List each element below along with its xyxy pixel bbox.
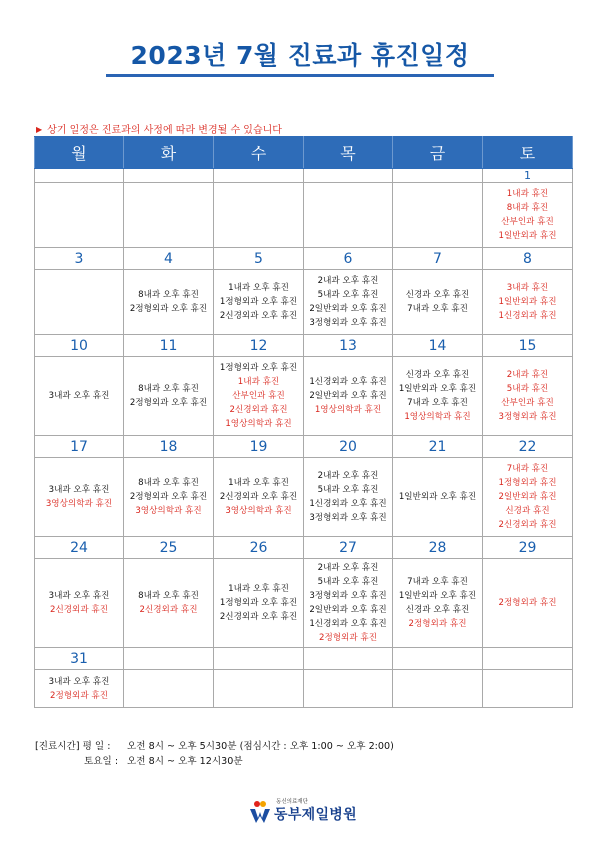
afternoon-closure-entry: 5내과 오후 휴진 bbox=[317, 577, 379, 587]
day-cell bbox=[35, 270, 124, 335]
full-day-closure-entry: 3정형외과 휴진 bbox=[498, 412, 557, 422]
afternoon-closure-entry: 8내과 오후 휴진 bbox=[138, 478, 199, 488]
week-date-row bbox=[35, 248, 573, 270]
day-cell bbox=[35, 670, 124, 708]
full-day-closure-entry: 1내과 휴진 bbox=[506, 189, 549, 199]
day-number bbox=[214, 648, 304, 670]
weekday-hours-label: [진료시간] 평 일 : bbox=[35, 741, 111, 752]
full-day-closure-entry: 1정형외과 휴진 bbox=[498, 478, 557, 488]
afternoon-closure-entry: 3정형외과 오후 휴진 bbox=[309, 318, 387, 328]
full-day-closure-entry: 3내과 휴진 bbox=[506, 283, 549, 293]
day-cell bbox=[214, 183, 304, 248]
afternoon-closure-entry: 2일반외과 오후 휴진 bbox=[309, 304, 387, 314]
weekday-wed: 수 bbox=[214, 137, 304, 169]
full-day-closure-entry: 7내과 휴진 bbox=[506, 464, 549, 474]
day-cell bbox=[304, 559, 393, 648]
day-number: 14 bbox=[393, 335, 483, 357]
week-schedule-row bbox=[35, 183, 573, 248]
afternoon-closure-entry: 2정형외과 오후 휴진 bbox=[129, 398, 208, 408]
weekday-hours-value: 오전 8시 ~ 오후 5시30분 (점심시간 : 오후 1:00 ~ 오후 2:00) bbox=[127, 741, 394, 752]
schedule-calendar bbox=[34, 136, 573, 708]
afternoon-closure-entry: 1정형외과 오후 휴진 bbox=[219, 297, 298, 307]
full-day-closure-entry: 2정형외과 휴진 bbox=[408, 619, 467, 629]
day-number: 28 bbox=[393, 537, 483, 559]
weekday-hours-row bbox=[35, 739, 394, 754]
afternoon-closure-entry: 8내과 오후 휴진 bbox=[138, 591, 199, 601]
week-schedule-row bbox=[35, 270, 573, 335]
day-cell bbox=[483, 183, 573, 248]
week-date-row bbox=[35, 436, 573, 458]
day-cell bbox=[35, 458, 124, 537]
day-cell bbox=[35, 183, 124, 248]
full-day-closure-entry: 2정형외과 휴진 bbox=[498, 598, 557, 608]
day-cell bbox=[393, 670, 483, 708]
day-cell bbox=[124, 559, 214, 648]
day-number: 8 bbox=[483, 248, 573, 270]
afternoon-closure-entry: 8내과 오후 휴진 bbox=[138, 290, 199, 300]
afternoon-closure-entry: 1일반외과 오후 휴진 bbox=[398, 384, 477, 394]
day-number: 17 bbox=[35, 436, 124, 458]
full-day-closure-entry: 1내과 휴진 bbox=[237, 377, 280, 387]
afternoon-closure-entry: 7내과 오후 휴진 bbox=[407, 304, 468, 314]
full-day-closure-entry: 2내과 휴진 bbox=[506, 370, 549, 380]
full-day-closure-entry: 2신경외과 휴진 bbox=[49, 605, 108, 615]
full-day-closure-entry: 3영상의학과 휴진 bbox=[225, 506, 292, 516]
afternoon-closure-entry: 2내과 오후 휴진 bbox=[317, 471, 379, 481]
afternoon-closure-entry: 1내과 오후 휴진 bbox=[228, 478, 289, 488]
day-number: 1 bbox=[483, 169, 573, 183]
day-cell bbox=[214, 270, 304, 335]
week-schedule-row bbox=[35, 458, 573, 537]
afternoon-closure-entry: 2신경외과 오후 휴진 bbox=[219, 612, 298, 622]
day-cell bbox=[483, 458, 573, 537]
day-cell bbox=[124, 670, 214, 708]
afternoon-closure-entry: 5내과 오후 휴진 bbox=[317, 290, 379, 300]
day-cell bbox=[393, 458, 483, 537]
day-number: 29 bbox=[483, 537, 573, 559]
full-day-closure-entry: 1일반외과 휴진 bbox=[498, 231, 557, 241]
afternoon-closure-entry: 3내과 오후 휴진 bbox=[48, 591, 110, 601]
weekday-tue: 화 bbox=[124, 137, 214, 169]
day-cell bbox=[393, 357, 483, 436]
afternoon-closure-entry: 1정형외과 오후 휴진 bbox=[219, 363, 298, 373]
afternoon-closure-entry: 2일반외과 오후 휴진 bbox=[309, 605, 387, 615]
day-number: 15 bbox=[483, 335, 573, 357]
page-title: 2023년 7월 진료과 휴진일정 bbox=[130, 41, 470, 70]
afternoon-closure-entry: 신경과 오후 휴진 bbox=[405, 605, 470, 615]
full-day-closure-entry: 1영상의학과 휴진 bbox=[225, 419, 292, 429]
day-cell bbox=[214, 458, 304, 537]
day-cell bbox=[124, 458, 214, 537]
afternoon-closure-entry: 1신경외과 오후 휴진 bbox=[309, 499, 387, 509]
day-number bbox=[214, 169, 304, 183]
afternoon-closure-entry: 3정형외과 오후 휴진 bbox=[309, 591, 387, 601]
day-number: 27 bbox=[304, 537, 393, 559]
afternoon-closure-entry: 3내과 오후 휴진 bbox=[48, 391, 110, 401]
title-underline bbox=[106, 74, 494, 77]
day-number: 13 bbox=[304, 335, 393, 357]
week-date-row bbox=[35, 335, 573, 357]
day-number bbox=[124, 169, 214, 183]
hospital-logo bbox=[248, 796, 358, 824]
weekday-sat: 토 bbox=[483, 137, 573, 169]
day-cell bbox=[214, 670, 304, 708]
day-cell bbox=[214, 357, 304, 436]
day-cell bbox=[483, 670, 573, 708]
full-day-closure-entry: 2정형외과 휴진 bbox=[49, 690, 108, 701]
full-day-closure-entry: 1신경외과 휴진 bbox=[498, 311, 557, 321]
afternoon-closure-entry: 1신경외과 오후 휴진 bbox=[309, 619, 387, 629]
afternoon-closure-entry: 2정형외과 오후 휴진 bbox=[129, 304, 208, 314]
saturday-hours-row bbox=[35, 754, 394, 769]
afternoon-closure-entry: 3내과 오후 휴진 bbox=[48, 676, 110, 687]
afternoon-closure-entry: 8내과 오후 휴진 bbox=[138, 384, 199, 394]
day-cell bbox=[393, 270, 483, 335]
afternoon-closure-entry: 2정형외과 오후 휴진 bbox=[129, 492, 208, 502]
weekday-mon: 월 bbox=[35, 137, 124, 169]
full-day-closure-entry: 1영상의학과 휴진 bbox=[404, 412, 471, 422]
afternoon-closure-entry: 1일반외과 오후 휴진 bbox=[398, 492, 477, 502]
afternoon-closure-entry: 신경과 오후 휴진 bbox=[405, 370, 470, 380]
weekday-header-row bbox=[35, 137, 573, 169]
day-number bbox=[304, 648, 393, 670]
day-number: 11 bbox=[124, 335, 214, 357]
day-cell bbox=[304, 183, 393, 248]
afternoon-closure-entry: 7내과 오후 휴진 bbox=[407, 398, 468, 408]
afternoon-closure-entry: 2신경외과 오후 휴진 bbox=[219, 311, 298, 321]
afternoon-closure-entry: 2일반외과 오후 휴진 bbox=[309, 391, 387, 401]
day-number: 18 bbox=[124, 436, 214, 458]
afternoon-closure-entry: 1내과 오후 휴진 bbox=[228, 584, 289, 594]
day-number: 25 bbox=[124, 537, 214, 559]
week-schedule-row bbox=[35, 357, 573, 436]
full-day-closure-entry: 8내과 휴진 bbox=[506, 203, 549, 213]
hospital-logo-icon bbox=[248, 800, 272, 824]
full-day-closure-entry: 2신경외과 휴진 bbox=[498, 520, 557, 530]
day-cell bbox=[483, 559, 573, 648]
day-number: 22 bbox=[483, 436, 573, 458]
day-number: 26 bbox=[214, 537, 304, 559]
day-cell bbox=[304, 270, 393, 335]
full-day-closure-entry: 2신경외과 휴진 bbox=[229, 405, 288, 415]
full-day-closure-entry: 2일반외과 휴진 bbox=[498, 492, 557, 502]
day-number: 10 bbox=[35, 335, 124, 357]
day-number bbox=[393, 648, 483, 670]
full-day-closure-entry: 산부인과 휴진 bbox=[232, 391, 285, 401]
afternoon-closure-entry: 3내과 오후 휴진 bbox=[48, 485, 110, 495]
day-number: 31 bbox=[35, 648, 124, 670]
saturday-hours-label: 토요일 : bbox=[84, 756, 119, 767]
logo-hospital-name: 동부제일병원 bbox=[274, 807, 357, 823]
afternoon-closure-entry: 2내과 오후 휴진 bbox=[317, 563, 379, 573]
afternoon-closure-entry: 2신경외과 오후 휴진 bbox=[219, 492, 298, 502]
day-cell bbox=[393, 559, 483, 648]
week-schedule-row bbox=[35, 670, 573, 708]
full-day-closure-entry: 5내과 휴진 bbox=[506, 384, 549, 394]
day-cell bbox=[35, 357, 124, 436]
day-number: 3 bbox=[35, 248, 124, 270]
full-day-closure-entry: 1영상의학과 휴진 bbox=[314, 405, 382, 415]
full-day-closure-entry: 신경과 휴진 bbox=[505, 506, 550, 516]
afternoon-closure-entry: 5내과 오후 휴진 bbox=[317, 485, 379, 495]
day-cell bbox=[483, 270, 573, 335]
afternoon-closure-entry: 신경과 오후 휴진 bbox=[405, 290, 470, 300]
day-number: 21 bbox=[393, 436, 483, 458]
full-day-closure-entry: 2신경외과 휴진 bbox=[139, 605, 198, 615]
day-number: 7 bbox=[393, 248, 483, 270]
day-number: 20 bbox=[304, 436, 393, 458]
afternoon-closure-entry: 1신경외과 오후 휴진 bbox=[309, 377, 387, 387]
day-number: 5 bbox=[214, 248, 304, 270]
day-number bbox=[393, 169, 483, 183]
full-day-closure-entry: 3영상의학과 휴진 bbox=[135, 506, 202, 516]
afternoon-closure-entry: 3정형외과 오후 휴진 bbox=[309, 513, 387, 523]
schedule-notice bbox=[36, 121, 282, 136]
day-cell bbox=[304, 458, 393, 537]
day-cell bbox=[124, 183, 214, 248]
notice-text: 상기 일정은 진료과의 사정에 따라 변경될 수 있습니다 bbox=[47, 125, 282, 136]
full-day-closure-entry: 1일반외과 휴진 bbox=[498, 297, 557, 307]
day-number bbox=[483, 648, 573, 670]
triangle-marker-icon: ▶ bbox=[36, 125, 43, 134]
full-day-closure-entry: 2정형외과 휴진 bbox=[318, 633, 377, 643]
day-cell bbox=[304, 670, 393, 708]
day-number: 19 bbox=[214, 436, 304, 458]
logo-org-name: 동신의료재단 bbox=[276, 799, 308, 805]
day-number bbox=[304, 169, 393, 183]
day-cell bbox=[483, 357, 573, 436]
week-date-row bbox=[35, 537, 573, 559]
day-number: 12 bbox=[214, 335, 304, 357]
full-day-closure-entry: 산부인과 휴진 bbox=[501, 398, 554, 408]
day-cell bbox=[124, 270, 214, 335]
day-cell bbox=[304, 357, 393, 436]
week-date-row bbox=[35, 648, 573, 670]
full-day-closure-entry: 3영상의학과 휴진 bbox=[45, 499, 113, 509]
afternoon-closure-entry: 2내과 오후 휴진 bbox=[317, 276, 379, 286]
afternoon-closure-entry: 1내과 오후 휴진 bbox=[228, 283, 289, 293]
afternoon-closure-entry: 7내과 오후 휴진 bbox=[407, 577, 468, 587]
weekday-thu: 목 bbox=[304, 137, 393, 169]
weekday-fri: 금 bbox=[393, 137, 483, 169]
full-day-closure-entry: 산부인과 휴진 bbox=[501, 217, 554, 227]
week-date-row bbox=[35, 169, 573, 183]
day-number bbox=[124, 648, 214, 670]
saturday-hours-value: 오전 8시 ~ 오후 12시30분 bbox=[127, 756, 243, 767]
clinic-hours bbox=[35, 739, 394, 769]
day-cell bbox=[124, 357, 214, 436]
day-number bbox=[35, 169, 124, 183]
day-number: 4 bbox=[124, 248, 214, 270]
day-number: 24 bbox=[35, 537, 124, 559]
week-schedule-row bbox=[35, 559, 573, 648]
day-cell bbox=[393, 183, 483, 248]
day-cell bbox=[35, 559, 124, 648]
day-number: 6 bbox=[304, 248, 393, 270]
afternoon-closure-entry: 1정형외과 오후 휴진 bbox=[219, 598, 298, 608]
afternoon-closure-entry: 1일반외과 오후 휴진 bbox=[398, 591, 477, 601]
day-cell bbox=[214, 559, 304, 648]
